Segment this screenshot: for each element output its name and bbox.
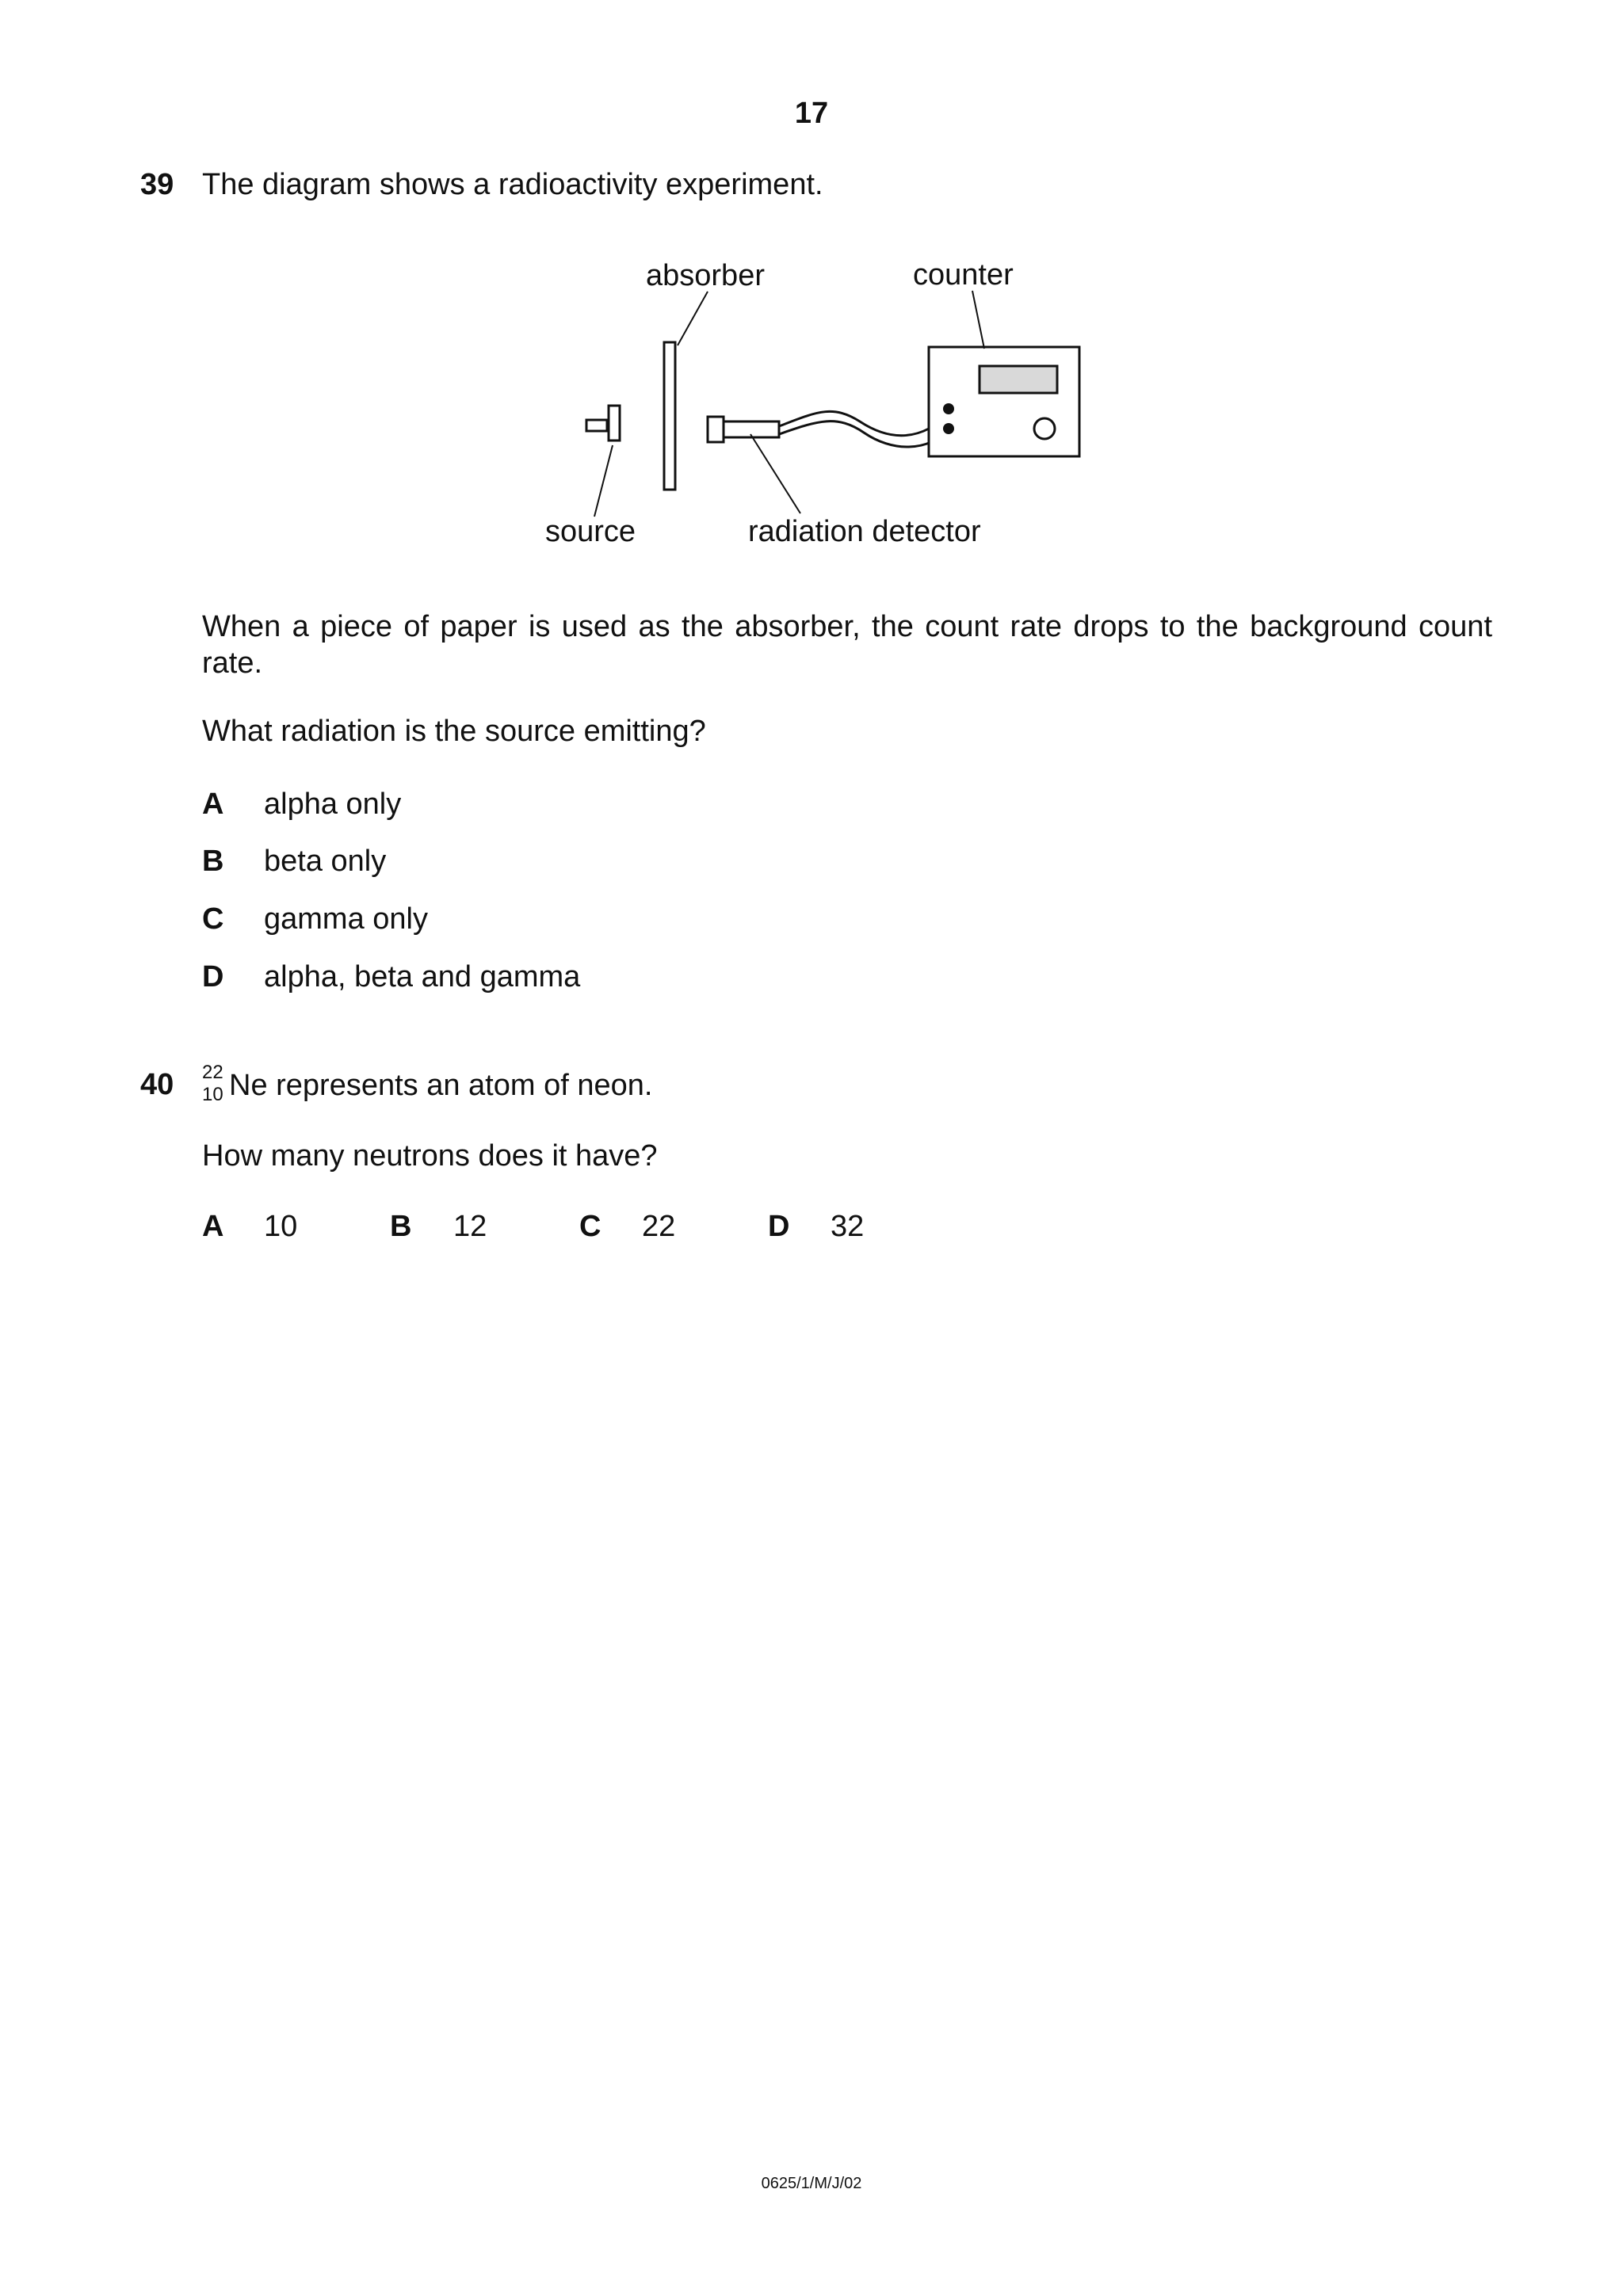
absorber-label: absorber: [646, 259, 765, 292]
q39-option-d-letter: D: [202, 960, 224, 994]
footer-code: 0625/1/M/J/02: [761, 2175, 862, 2192]
detector-cables: [779, 411, 951, 447]
q40-option-c-text: 22: [642, 1210, 676, 1243]
radiation-detector-label: radiation detector: [748, 515, 981, 548]
question-40-prompt: How many neutrons does it have?: [202, 1139, 658, 1173]
question-40-number: 40: [140, 1068, 174, 1101]
q39-option-c-letter: C: [202, 902, 224, 936]
q39-option-a-letter: A: [202, 788, 224, 821]
question-39-stem: The diagram shows a radioactivity experiment.: [202, 168, 823, 201]
question-39-number: 39: [140, 168, 174, 201]
q39-option-b-text: beta only: [264, 845, 387, 878]
q40-option-b-letter: B: [390, 1210, 412, 1243]
source-shape: [586, 406, 620, 441]
absorber-plate: [664, 342, 675, 490]
question-40-stem-text: Ne represents an atom of neon.: [229, 1069, 653, 1102]
neon-isotope-notation: [202, 1062, 229, 1106]
q39-option-a-text: alpha only: [264, 788, 402, 821]
q40-option-b-text: 12: [453, 1210, 487, 1243]
q40-option-d-letter: D: [768, 1210, 790, 1243]
q40-option-c-letter: C: [579, 1210, 601, 1243]
q40-option-a-letter: A: [202, 1210, 224, 1243]
q39-option-b-letter: B: [202, 845, 224, 878]
question-39-paragraph: When a piece of paper is used as the absorber, the count rate drops to the background count rate.: [202, 610, 1492, 680]
q40-option-a-text: 10: [264, 1210, 298, 1243]
question-40-stem: [202, 1062, 653, 1106]
q39-option-c-text: gamma only: [264, 902, 428, 936]
q40-option-d-text: 32: [831, 1210, 865, 1243]
isotope-mass-number: 22: [202, 1062, 223, 1083]
source-label: source: [545, 515, 636, 548]
counter-box: [929, 347, 1079, 456]
counter-label: counter: [913, 258, 1014, 292]
question-39-prompt: What radiation is the source emitting?: [202, 715, 706, 748]
isotope-atomic-number: 10: [202, 1084, 223, 1105]
label-leader-lines: [594, 291, 984, 517]
page-number: 17: [794, 97, 829, 130]
radiation-detector-shape: [708, 417, 779, 442]
q39-option-d-text: alpha, beta and gamma: [264, 960, 581, 994]
